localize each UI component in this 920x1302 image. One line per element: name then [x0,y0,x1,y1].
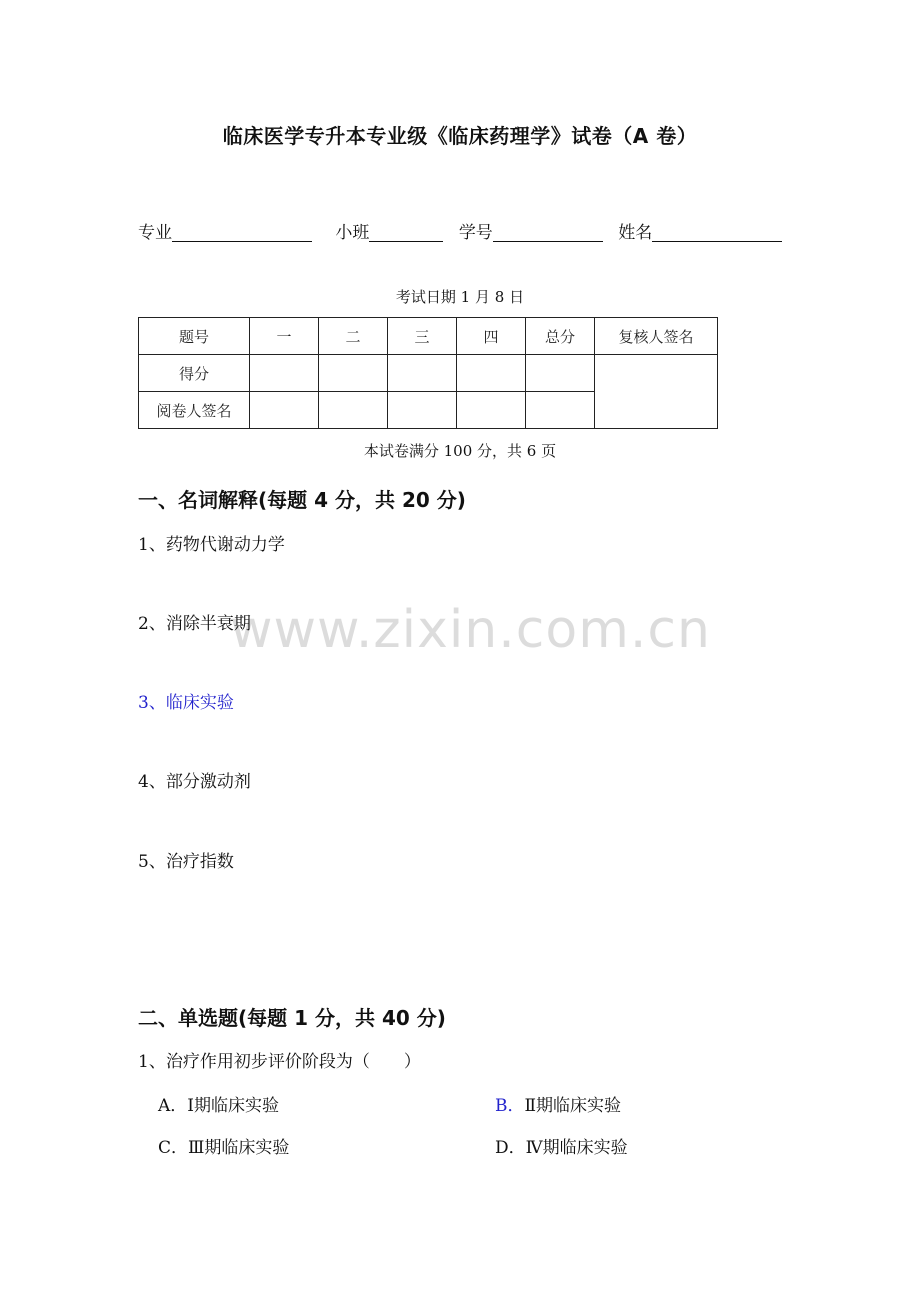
term-item: 1、药物代谢动力学 [138,535,285,555]
major-field[interactable] [172,223,312,242]
score-table-header-row [139,318,718,355]
score-cell[interactable] [250,355,319,392]
option-c[interactable]: C．Ⅲ期临床实验 [158,1138,290,1158]
grader-cell[interactable] [457,392,526,429]
student-info-row [138,218,788,243]
header-cell: 三 [388,318,457,355]
grader-cell[interactable] [526,392,595,429]
class-label: 小班 [335,223,370,243]
section-2-heading: 二、单选题(每题 1 分，共 40 分) [138,1006,446,1030]
name-label: 姓名 [618,223,653,243]
term-item: 4、部分激动剂 [138,772,251,792]
major-label: 专业 [138,223,172,243]
grader-cell[interactable] [250,392,319,429]
header-cell: 二 [319,318,388,355]
class-field[interactable] [369,223,443,242]
header-cell: 四 [457,318,526,355]
name-field[interactable] [652,223,782,242]
reviewer-signature-cell[interactable] [595,355,718,429]
question-text: 1、治疗作用初步评价阶段为（ ） [138,1052,421,1072]
header-cell: 一 [250,318,319,355]
header-cell: 复核人签名 [595,318,718,355]
exam-title: 临床医学专升本专业级《临床药理学》试卷（A 卷） [222,124,698,148]
score-row [139,355,718,392]
option-a[interactable]: A．Ⅰ期临床实验 [158,1096,279,1116]
section-1-heading: 一、名词解释(每题 4 分，共 20 分) [138,488,466,512]
watermark-text: www.zixin.com.cn [230,600,711,660]
grader-cell[interactable] [319,392,388,429]
score-cell[interactable] [457,355,526,392]
option-b[interactable] [495,1091,621,1116]
grader-row-label: 阅卷人签名 [139,392,250,429]
student-id-field[interactable] [493,223,603,242]
term-item: 3、临床实验 [138,693,234,713]
paper-note: 本试卷满分 100 分，共 6 页 [363,442,557,460]
header-cell: 总分 [526,318,595,355]
exam-date: 考试日期 1 月 8 日 [395,288,525,306]
score-table [138,317,718,429]
option-b-text: Ⅱ期临床实验 [524,1096,622,1116]
option-b-letter: B． [495,1096,525,1116]
term-item: 5、治疗指数 [138,852,234,872]
score-cell[interactable] [526,355,595,392]
student-id-label: 学号 [458,223,493,243]
grader-cell[interactable] [388,392,457,429]
score-row-label: 得分 [139,355,250,392]
option-d[interactable]: D．Ⅳ期临床实验 [495,1138,628,1158]
score-cell[interactable] [319,355,388,392]
score-cell[interactable] [388,355,457,392]
term-item: 2、消除半衰期 [138,614,251,634]
header-cell: 题号 [139,318,250,355]
